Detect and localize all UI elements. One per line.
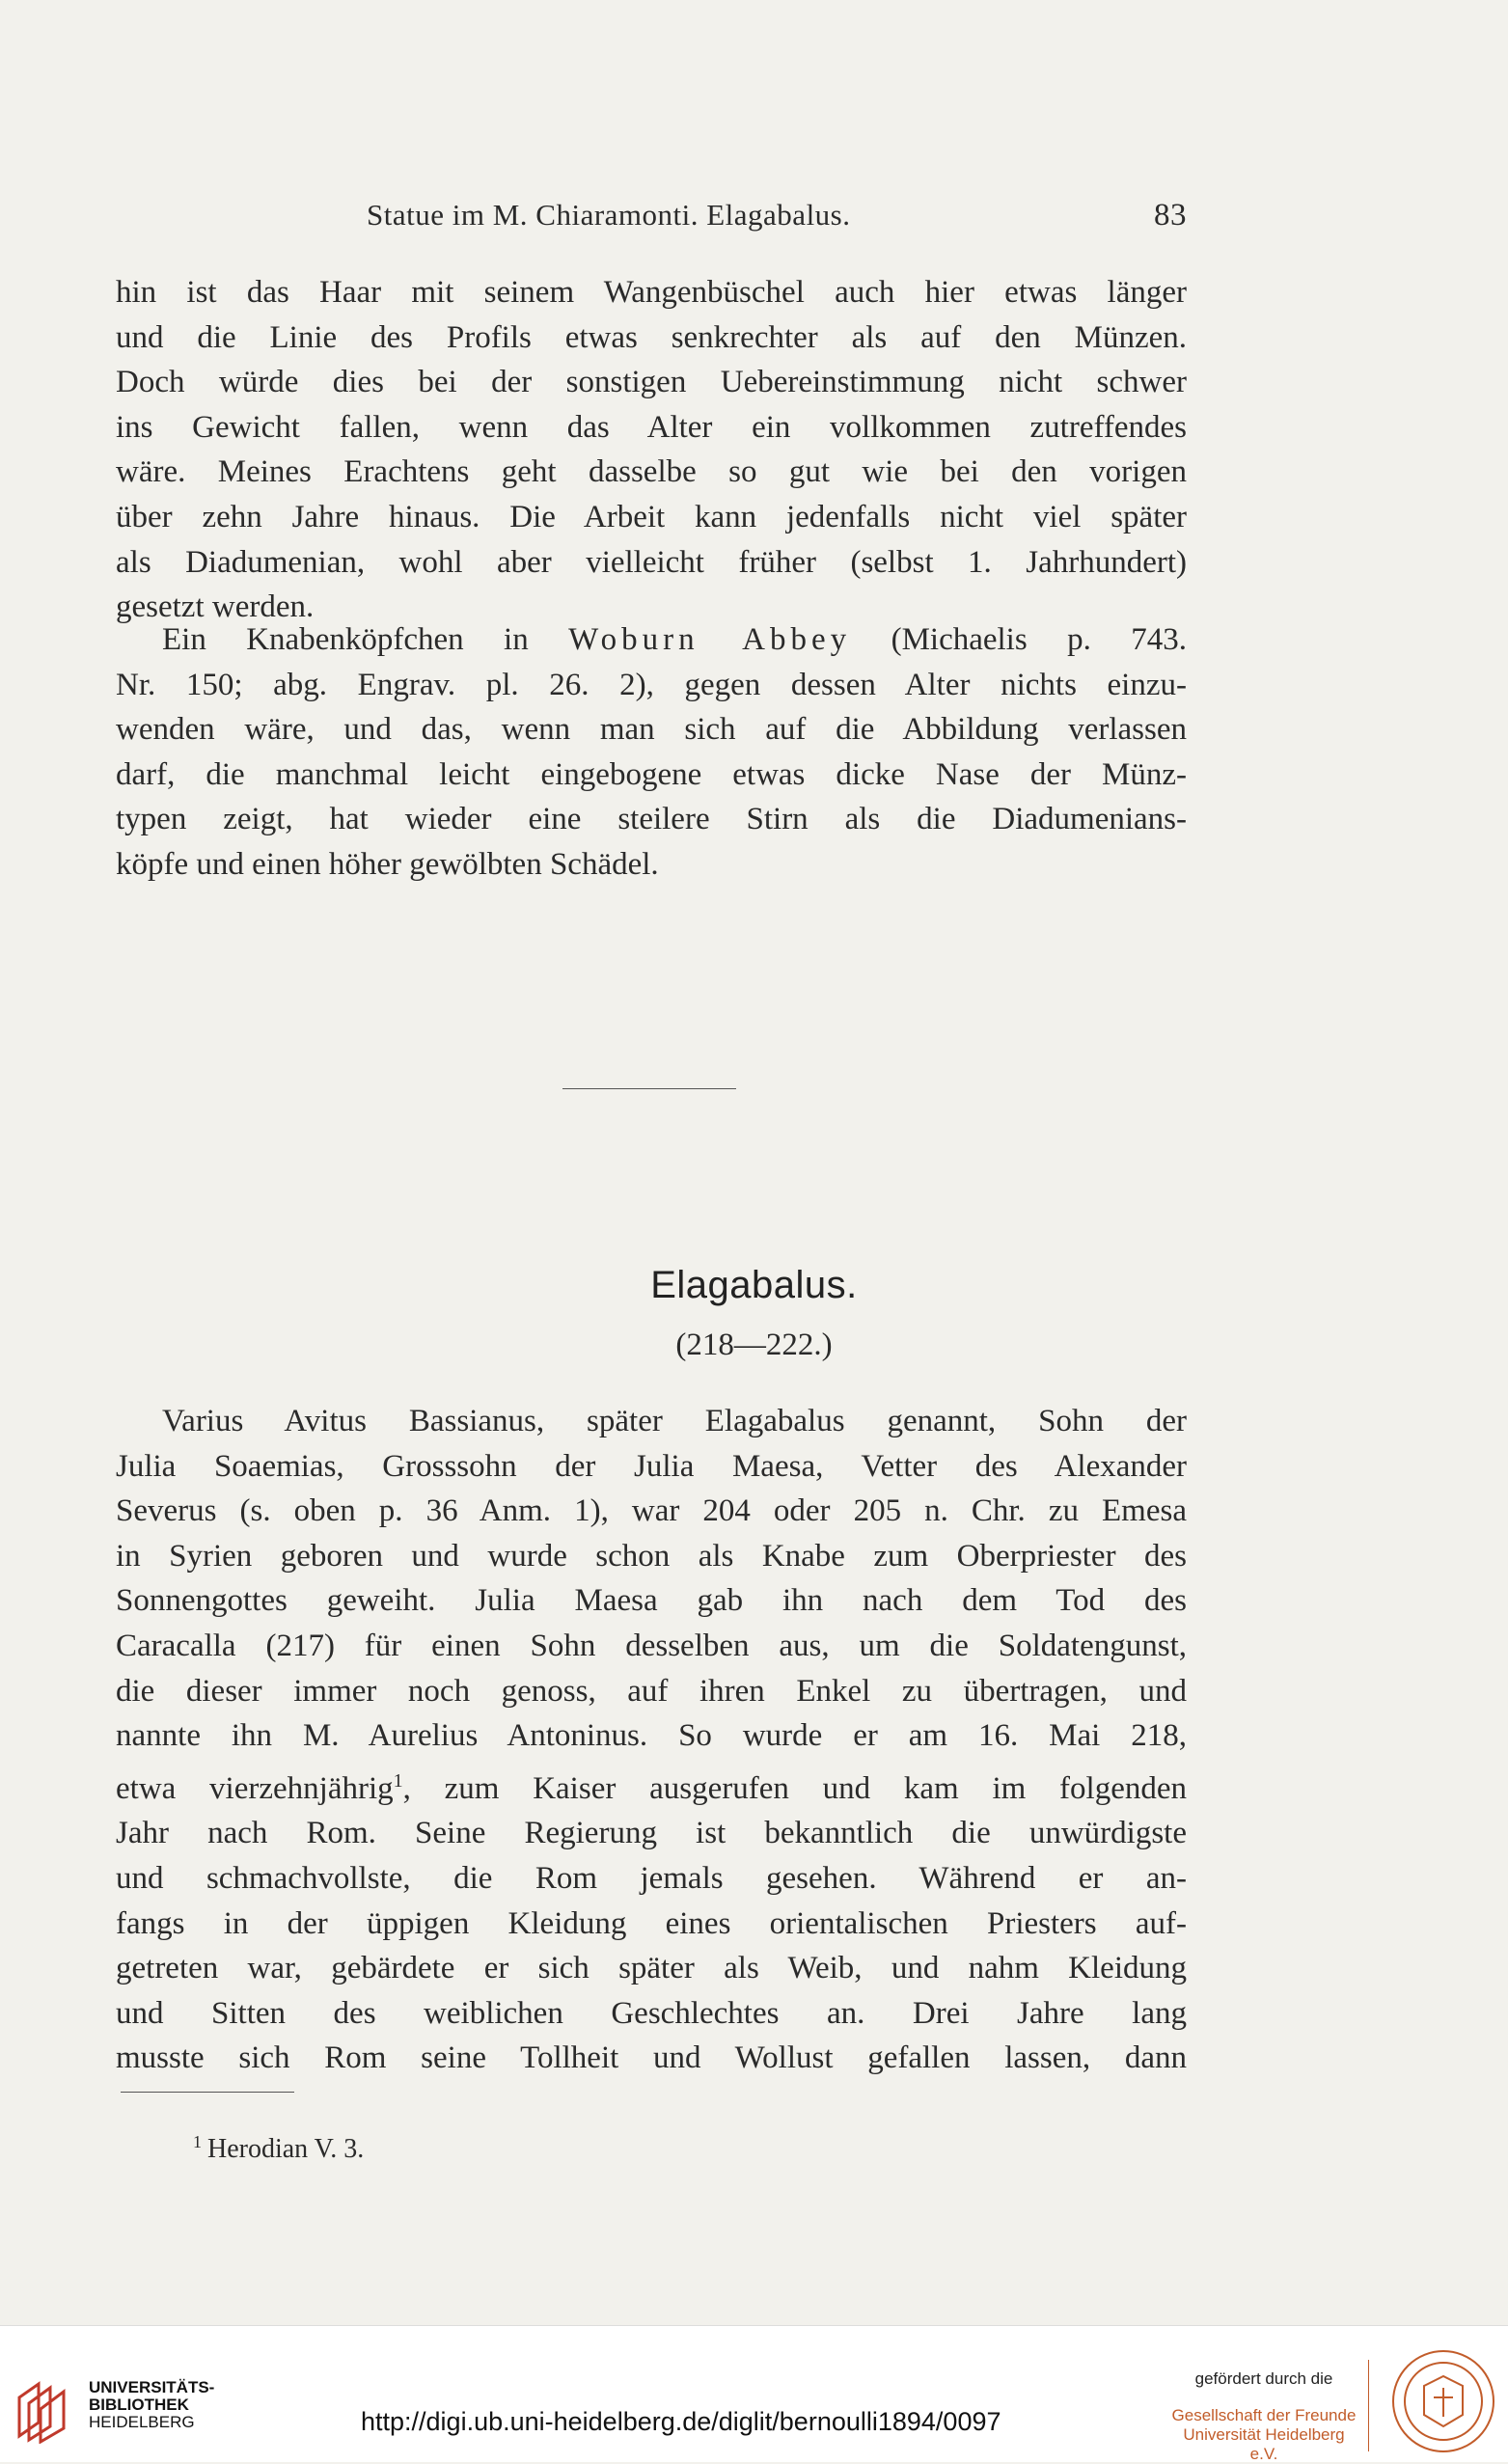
sponsor-name: Universität Heidelberg e.V.	[1183, 2425, 1345, 2463]
text-line: und Sitten des weiblichen Geschlechtes an. Drei Jahre lang	[116, 1995, 1187, 2031]
text-line: Julia Soaemias, Grosssohn der Julia Maesa, Vetter des Alexander	[116, 1448, 1187, 1484]
text-line: die dieser immer noch genoss, auf ihren Enkel zu übertragen, und	[116, 1673, 1187, 1709]
text-line: wäre. Meines Erachtens geht dasselbe so gut wie bei den vorigen	[116, 454, 1187, 490]
footnote-reference[interactable]: 1	[393, 1769, 403, 1792]
text-line	[116, 617, 1187, 663]
text-run: Ein Knabenköpfchen in	[162, 622, 569, 657]
text-run: , zum Kaiser ausgerufen und kam im folgenden	[402, 1770, 1187, 1806]
text-line: Caracalla (217) für einen Sohn desselben aus, um die Soldatengunst,	[116, 1628, 1187, 1663]
text-line: Nr. 150; abg. Engrav. pl. 26. 2), gegen dessen Alter nichts einzu-	[116, 667, 1187, 702]
text-line: und die Linie des Profils etwas senkrechter als auf den Münzen.	[116, 319, 1187, 355]
spaced-place-name: Woburn Abbey	[568, 622, 852, 657]
text-line: Sonnengottes geweiht. Julia Maesa gab ihn nach dem Tod des	[116, 1583, 1187, 1619]
text-line: typen zeigt, hat wieder eine steilere Stirn als die Diadumenians-	[116, 802, 1187, 837]
library-name[interactable]	[89, 2379, 214, 2431]
running-title: Statue im M. Chiaramonti. Elagabalus.	[367, 198, 851, 232]
text-line: ins Gewicht fallen, wenn das Alter ein vollkommen zutreffendes	[116, 409, 1187, 445]
footnote	[193, 2132, 364, 2165]
text-line: darf, die manchmal leicht eingebogene etwas dicke Nase der Münz-	[116, 756, 1187, 792]
text-run: etwa vierzehnjährig	[116, 1770, 394, 1806]
paragraph-continued	[116, 270, 1187, 630]
ub-heidelberg-logo-icon[interactable]	[12, 2376, 74, 2444]
running-header	[367, 198, 1187, 246]
section-dates: (218—222.)	[675, 1328, 833, 1362]
text-line: wenden wäre, und das, wenn man sich auf die Abbildung verlassen	[116, 712, 1187, 748]
text-line: Varius Avitus Bassianus, später Elagabalus genannt, Sohn der	[162, 1404, 1187, 1438]
text-line: gesetzt werden.	[116, 589, 315, 625]
text-line: Jahr nach Rom. Seine Regierung ist bekanntlich die unwürdigste	[116, 1816, 1187, 1851]
digitization-footer	[0, 2325, 1508, 2462]
footnote-text: Herodian V. 3.	[207, 2134, 365, 2164]
library-name-line: UNIVERSITÄTS-	[89, 2378, 215, 2396]
university-seal-icon[interactable]	[1389, 2347, 1497, 2455]
text-line: fangs in der üppigen Kleidung eines orientalischen Priesters auf-	[116, 1905, 1187, 1941]
text-line: hin ist das Haar mit seinem Wangenbüschel auch hier etwas länger	[116, 275, 1187, 310]
text-run: (Michaelis p. 743.	[851, 622, 1187, 657]
library-name-line: HEIDELBERG	[89, 2413, 195, 2431]
text-line	[116, 1759, 1187, 1812]
text-line: und schmachvollste, die Rom jemals gesehen. Während er an-	[116, 1860, 1187, 1896]
library-name-line: BIBLIOTHEK	[89, 2396, 189, 2414]
text-line: musste sich Rom seine Tollheit und Wollust gefallen lassen, dann	[116, 2040, 1187, 2076]
section-title: Elagabalus.	[650, 1264, 858, 1306]
text-line: köpfe und einen höher gewölbten Schädel.	[116, 846, 659, 882]
footer-divider	[1368, 2360, 1369, 2451]
sponsor-prefix: gefördert durch die	[1194, 2369, 1333, 2388]
text-line: in Syrien geboren und wurde schon als Knabe zum Oberpriester des	[116, 1538, 1187, 1574]
footnote-divider	[121, 2092, 294, 2093]
text-line: nannte ihn M. Aurelius Antoninus. So wurde er am 16. Mai 218,	[116, 1718, 1187, 1754]
text-line: getreten war, gebärdete er sich später als Weib, und nahm Kleidung	[116, 1951, 1187, 1986]
permalink-url[interactable]: http://digi.ub.uni-heidelberg.de/diglit/bernoulli1894/0097	[361, 2407, 1001, 2436]
paragraph-woburn	[116, 617, 1187, 888]
section-divider	[562, 1088, 736, 1089]
sponsor-block[interactable]	[1169, 2369, 1358, 2464]
text-line: als Diadumenian, wohl aber vielleicht früher (selbst 1. Jahrhundert)	[116, 544, 1187, 580]
text-line: über zehn Jahre hinaus. Die Arbeit kann jedenfalls nicht viel später	[116, 499, 1187, 534]
page-number: 83	[1154, 198, 1187, 233]
text-line: Doch würde dies bei der sonstigen Uebereinstimmung nicht schwer	[116, 365, 1187, 400]
paragraph-elagabalus	[116, 1399, 1187, 2081]
sponsor-name: Gesellschaft der Freunde	[1171, 2406, 1357, 2424]
text-line: Severus (s. oben p. 36 Anm. 1), war 204 oder 205 n. Chr. zu Emesa	[116, 1493, 1187, 1529]
footnote-mark: 1	[193, 2132, 202, 2151]
